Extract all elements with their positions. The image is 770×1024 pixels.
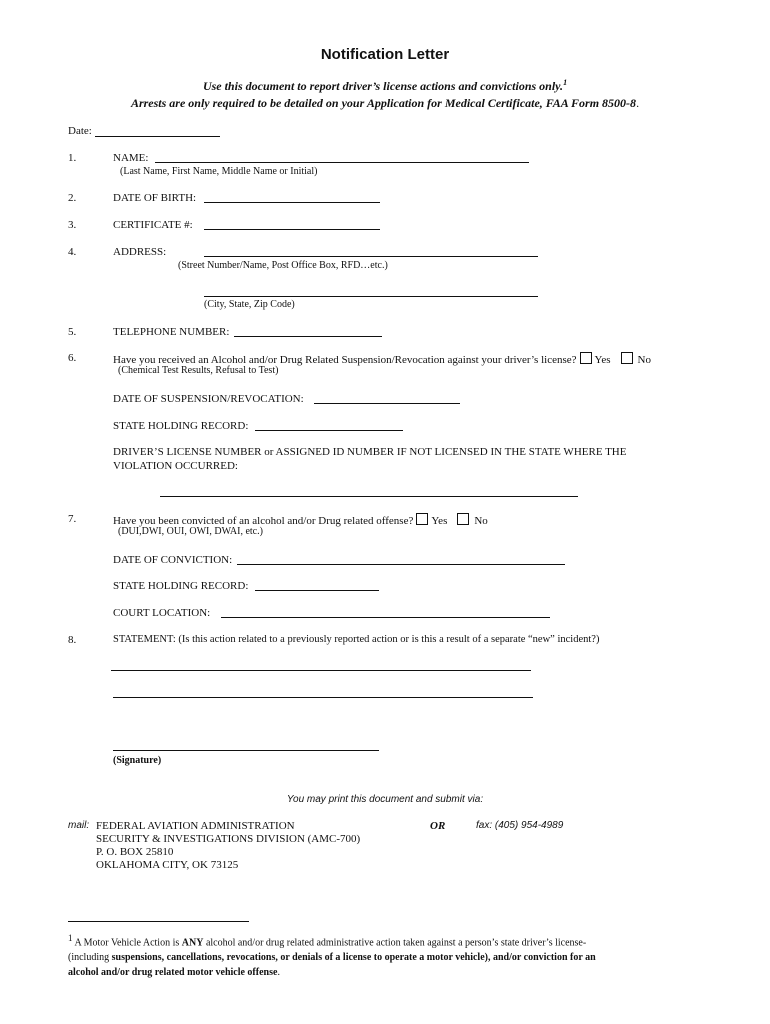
suspension-no-checkbox[interactable]	[621, 352, 633, 364]
intro-line-2-text: Arrests are only required to be detailed on your Application for Medical Certificate, FAA Form 8500-8	[130, 96, 637, 110]
suspension-hint: (Chemical Test Results, Refusal to Test)	[118, 365, 279, 376]
intro-line-1-text: Use this document to report driver’s license actions and convictions only.	[202, 79, 564, 93]
conviction-yes-label: Yes	[431, 515, 448, 527]
conviction-date-field[interactable]	[237, 564, 565, 565]
certificate-label: CERTIFICATE #:	[113, 219, 193, 231]
item-4-number: 4.	[68, 246, 77, 258]
statement-line-1[interactable]	[111, 670, 531, 671]
item-2-number: 2.	[68, 192, 77, 204]
license-number-field[interactable]	[160, 496, 578, 497]
conviction-hint: (DUI,DWI, OUI, OWI, DWAI, etc.)	[118, 526, 263, 537]
mail-label: mail:	[68, 820, 90, 831]
footnote-any: ANY	[181, 937, 204, 949]
dob-label: DATE OF BIRTH:	[113, 192, 197, 204]
name-hint: (Last Name, First Name, Middle Name or Initial)	[120, 166, 318, 177]
dob-field[interactable]	[204, 202, 380, 203]
footnote-line-2	[68, 950, 708, 965]
or-separator: OR	[430, 820, 446, 832]
mail-address-line: FEDERAL AVIATION ADMINISTRATION	[96, 820, 295, 832]
conviction-question	[113, 513, 488, 527]
telephone-field[interactable]	[234, 336, 382, 337]
address-city-field[interactable]	[204, 296, 538, 297]
conviction-no-checkbox[interactable]	[457, 513, 469, 525]
item-7-number: 7.	[68, 513, 77, 525]
statement-line-2[interactable]	[113, 697, 533, 698]
court-location-field[interactable]	[221, 617, 550, 618]
footnote-text-2: alcohol and/or drug related administrative action taken against a person’s state driver’s license-	[203, 937, 587, 949]
footnote-line-1	[68, 931, 708, 950]
address-city-hint: (City, State, Zip Code)	[204, 299, 295, 310]
conviction-state-field[interactable]	[255, 590, 379, 591]
suspension-yes-checkbox[interactable]	[580, 352, 592, 364]
footnote	[68, 931, 708, 980]
conviction-yes-checkbox[interactable]	[416, 513, 428, 525]
footnote-mark: 1	[68, 933, 73, 943]
statement-label: STATEMENT: (Is this action related to a previously reported action or is this a result of a separate “new” incident?)	[113, 634, 600, 645]
intro-line-2	[0, 96, 770, 111]
mail-address-line: OKLAHOMA CITY, OK 73125	[96, 859, 239, 871]
fax-number: fax: (405) 954-4989	[476, 820, 564, 831]
footnote-bold-2: alcohol and/or drug related motor vehicle offense	[68, 967, 278, 979]
footnote-divider	[68, 921, 249, 922]
telephone-label: TELEPHONE NUMBER:	[113, 326, 230, 338]
mail-address-line: P. O. BOX 25810	[96, 846, 174, 858]
signature-field[interactable]	[113, 750, 379, 751]
conviction-no-label: No	[474, 515, 488, 527]
page-title: Notification Letter	[320, 46, 450, 63]
suspension-no-label: No	[637, 354, 651, 366]
item-5-number: 5.	[68, 326, 77, 338]
intro-line-1	[0, 78, 770, 94]
footnote-bold-1: suspensions, cancellations, revocations, or denials of a license to operate a motor vehicle), and/or conviction for an	[111, 952, 596, 964]
address-label: ADDRESS:	[113, 246, 167, 258]
suspension-state-field[interactable]	[255, 430, 403, 431]
footnote-line-3	[68, 965, 708, 980]
mail-address	[96, 820, 360, 872]
license-number-label-2: VIOLATION OCCURRED:	[113, 460, 238, 472]
date-label: Date:	[68, 125, 92, 137]
footnote-ref: 1	[563, 78, 568, 87]
certificate-field[interactable]	[204, 229, 380, 230]
conviction-date-label: DATE OF CONVICTION:	[113, 554, 233, 566]
suspension-question	[113, 352, 651, 366]
suspension-question-text: Have you received an Alcohol and/or Drug Related Suspension/Revocation against your driver’s license?	[113, 354, 577, 366]
name-field[interactable]	[155, 162, 529, 163]
conviction-state-label: STATE HOLDING RECORD:	[113, 580, 249, 592]
footnote-text-4: .	[277, 967, 280, 979]
intro-line-2-end: .	[636, 96, 640, 110]
conviction-question-text: Have you been convicted of an alcohol and/or Drug related offense?	[113, 515, 414, 527]
court-location-label: COURT LOCATION:	[113, 607, 211, 619]
suspension-yes-label: Yes	[594, 354, 611, 366]
suspension-date-field[interactable]	[314, 403, 460, 404]
item-8-number: 8.	[68, 634, 77, 646]
suspension-date-label: DATE OF SUSPENSION/REVOCATION:	[113, 393, 304, 405]
item-3-number: 3.	[68, 219, 77, 231]
submit-instructions: You may print this document and submit via:	[286, 794, 484, 805]
license-number-label-1: DRIVER’S LICENSE NUMBER or ASSIGNED ID NUMBER IF NOT LICENSED IN THE STATE WHERE THE	[113, 446, 627, 458]
name-label: NAME:	[113, 152, 149, 164]
mail-address-line: SECURITY & INVESTIGATIONS DIVISION (AMC-700)	[96, 833, 361, 845]
item-6-number: 6.	[68, 352, 77, 364]
footnote-text-3: (including	[68, 952, 112, 964]
address-street-field[interactable]	[204, 256, 538, 257]
item-1-number: 1.	[68, 152, 77, 164]
address-street-hint: (Street Number/Name, Post Office Box, RFD…etc.)	[178, 260, 388, 271]
footnote-text-1: A Motor Vehicle Action is	[72, 937, 182, 949]
suspension-state-label: STATE HOLDING RECORD:	[113, 420, 249, 432]
signature-label: (Signature)	[113, 755, 162, 766]
date-field[interactable]	[95, 136, 220, 137]
